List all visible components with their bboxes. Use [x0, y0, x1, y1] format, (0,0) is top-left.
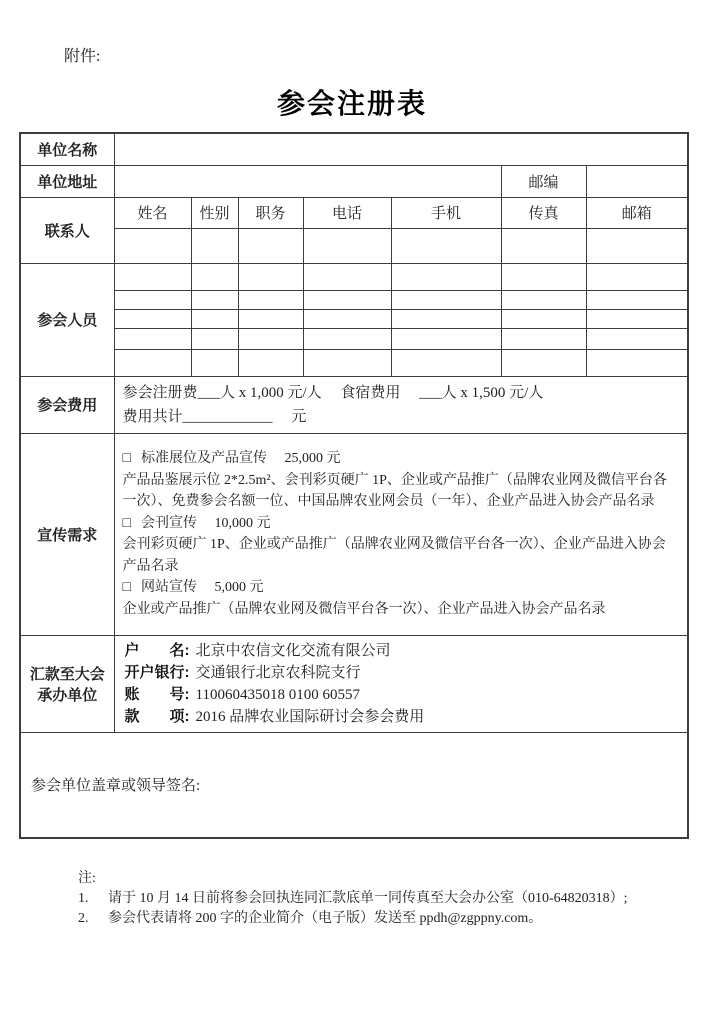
participant-cell — [114, 349, 191, 376]
contact-label: 联系人 — [20, 197, 114, 263]
remit-account-number — [125, 684, 678, 706]
checkbox-icon: □ — [122, 451, 131, 466]
remittance-label — [20, 635, 114, 732]
unit-name-input-cell — [114, 133, 688, 165]
contact-header-fax: 传真 — [501, 197, 586, 228]
participant-cell — [391, 309, 501, 328]
remit-purpose-value: 2016 品牌农业国际研讨会参会费用 — [195, 708, 425, 725]
participant-row — [20, 290, 688, 309]
remit-account-name-value: 北京中农信文化交流有限公司 — [195, 642, 391, 659]
participant-cell — [191, 349, 238, 376]
participant-cell — [586, 328, 688, 349]
contact-header-name: 姓名 — [114, 197, 191, 228]
remit-account-name-label: 户 名: — [124, 641, 190, 659]
postal-code-input-cell — [586, 165, 688, 197]
signature-row — [20, 732, 688, 838]
remittance-label-line2: 承办单位 — [37, 686, 98, 704]
registration-table — [19, 132, 689, 839]
participant-cell — [238, 349, 303, 376]
notes-heading: 注: — [78, 871, 96, 886]
participant-cell — [501, 328, 586, 349]
participant-row — [20, 263, 688, 290]
participant-cell — [501, 290, 586, 309]
participant-cell — [114, 263, 191, 290]
participant-cell — [191, 309, 238, 328]
promo-option-2-desc: 会刊彩页硬广 1P、企业或产品推广（品牌农业网及微信平台各一次）、企业产品进入协会产品名录 — [122, 537, 666, 574]
remittance-row — [20, 635, 688, 732]
remit-account-number-value: 110060435018 0100 60557 — [195, 686, 360, 703]
promo-option-1-title — [123, 448, 680, 470]
participant-cell — [238, 309, 303, 328]
participant-cell — [191, 263, 238, 290]
remit-purpose-label: 款 项: — [124, 707, 190, 725]
contact-header-email: 邮箱 — [586, 197, 688, 228]
participant-cell — [586, 309, 688, 328]
promo-option-2-label: 会刊宣传 10,000 元 — [140, 515, 271, 531]
unit-address-input-cell — [114, 165, 501, 197]
contact-input-cell — [391, 228, 501, 263]
unit-name-row — [20, 133, 688, 165]
promo-content-cell — [114, 433, 688, 635]
remit-bank — [125, 662, 678, 684]
participant-cell — [586, 349, 688, 376]
fee-line-1: 参会注册费___人 x 1,000 元/人 食宿费用 ___人 x 1,500 元/人 — [122, 384, 544, 401]
contact-input-cell — [501, 228, 586, 263]
remit-account-number-label: 账 号: — [124, 685, 190, 703]
contact-header-row — [20, 197, 688, 228]
participants-label: 参会人员 — [20, 263, 114, 376]
participant-cell — [586, 290, 688, 309]
remittance-label-line1: 汇款至大会 — [29, 665, 105, 683]
participant-cell — [391, 290, 501, 309]
participant-cell — [303, 328, 391, 349]
participant-cell — [238, 263, 303, 290]
unit-name-label: 单位名称 — [20, 133, 114, 165]
participant-cell — [303, 349, 391, 376]
checkbox-icon: □ — [122, 515, 131, 531]
fee-label: 参会费用 — [20, 376, 114, 433]
unit-address-label: 单位地址 — [20, 165, 114, 197]
promo-option-2-title — [123, 513, 680, 535]
contact-header-position: 职务 — [238, 197, 303, 228]
fee-content-cell — [114, 376, 688, 433]
promo-option-3-desc: 企业或产品推广（品牌农业网及微信平台各一次）、企业产品进入协会产品名录 — [122, 601, 606, 617]
participant-row — [20, 328, 688, 349]
participant-cell — [586, 263, 688, 290]
participant-cell — [191, 290, 238, 309]
contact-input-cell — [114, 228, 191, 263]
promo-option-1-label: 标准展位及产品宣传 25,000 元 — [140, 451, 341, 466]
contact-input-cell — [303, 228, 391, 263]
promo-option-3-title — [123, 577, 680, 599]
note-2-text: 参会代表请将 200 字的企业简介（电子版）发送至 ppdh@zgppny.com。 — [108, 911, 543, 926]
contact-header-mobile: 手机 — [391, 197, 501, 228]
contact-header-phone: 电话 — [303, 197, 391, 228]
participant-cell — [391, 263, 501, 290]
participant-cell — [191, 328, 238, 349]
contact-input-cell — [238, 228, 303, 263]
participant-cell — [501, 263, 586, 290]
note-1-text: 请于 10 月 14 日前将参会回执连同汇款底单一同传真至大会办公室（010-64820318）; — [108, 891, 628, 906]
contact-input-cell — [191, 228, 238, 263]
participant-cell — [303, 290, 391, 309]
remit-bank-label: 开户银行: — [124, 663, 190, 681]
fee-row — [20, 376, 688, 433]
contact-input-row — [20, 228, 688, 263]
participant-cell — [501, 309, 586, 328]
fee-line-2: 费用共计____________ 元 — [122, 408, 307, 425]
attachment-label: 附件: — [64, 48, 101, 65]
note-item-2 — [78, 909, 704, 929]
signature-cell: 参会单位盖章或领导签名: — [20, 732, 688, 838]
remittance-content-cell — [114, 635, 688, 732]
contact-header-gender: 性别 — [191, 197, 238, 228]
remit-account-name — [125, 640, 678, 662]
remit-bank-value: 交通银行北京农科院支行 — [195, 664, 361, 681]
promo-label: 宣传需求 — [20, 433, 114, 635]
participant-cell — [391, 349, 501, 376]
promo-option-1-desc: 产品品鉴展示位 2*2.5m²、会刊彩页硬广 1P、企业或产品推广（品牌农业网及微信平台各一次）、免费参会名额一位、中国品牌农业网会员（一年）、企业产品进入协会产品名录 — [122, 472, 667, 509]
participant-row — [20, 309, 688, 328]
note-1-number: 1. — [78, 891, 89, 906]
checkbox-icon: □ — [122, 580, 131, 595]
participant-cell — [114, 309, 191, 328]
participant-cell — [391, 328, 501, 349]
note-2-number: 2. — [78, 911, 89, 926]
page-title: 参会注册表 — [276, 88, 427, 119]
participant-cell — [303, 309, 391, 328]
participant-cell — [303, 263, 391, 290]
unit-address-row — [20, 165, 688, 197]
participant-cell — [238, 328, 303, 349]
participant-cell — [501, 349, 586, 376]
participant-row — [20, 349, 688, 376]
participant-cell — [114, 328, 191, 349]
promo-row — [20, 433, 688, 635]
participant-cell — [114, 290, 191, 309]
postal-code-label: 邮编 — [501, 165, 586, 197]
notes-section — [78, 869, 704, 929]
promo-option-3-label: 网站宣传 5,000 元 — [140, 580, 264, 595]
note-item-1 — [78, 889, 704, 909]
contact-input-cell — [586, 228, 688, 263]
remit-purpose — [125, 706, 678, 728]
participant-cell — [238, 290, 303, 309]
